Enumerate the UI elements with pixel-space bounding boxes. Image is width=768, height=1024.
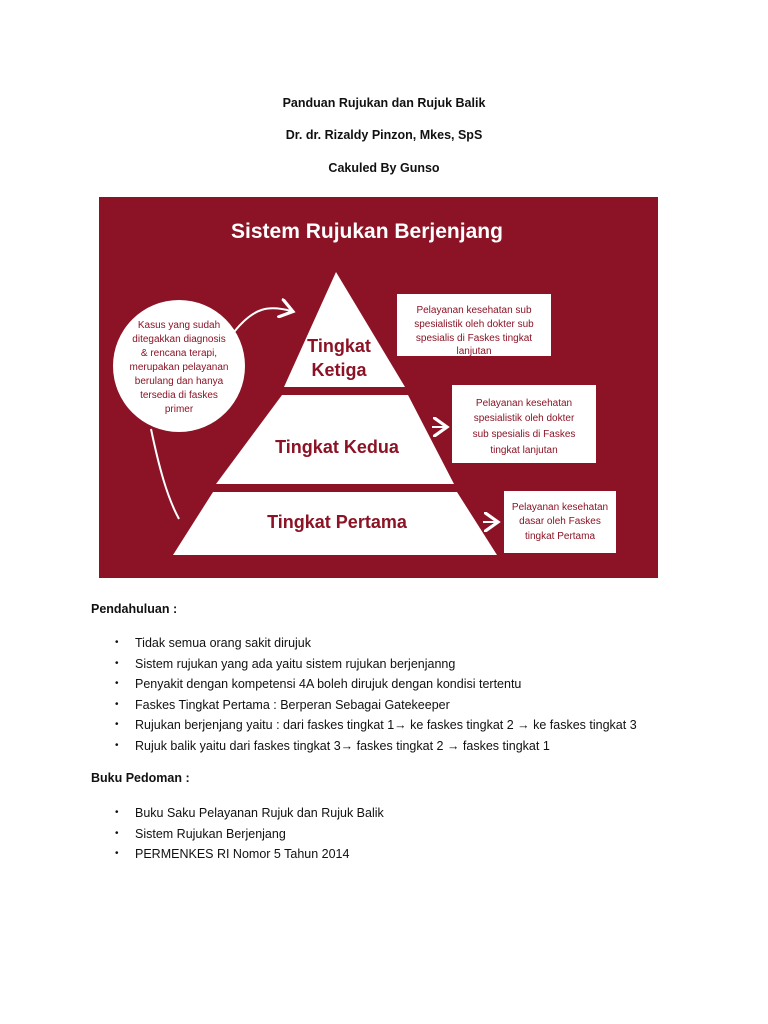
box-first-line: Pelayanan kesehatan: [511, 502, 609, 513]
document-credit: Cakuled By Gunso: [328, 161, 440, 175]
bullet-icon: •: [115, 657, 119, 669]
bullet-icon: •: [115, 848, 119, 860]
circle-text-line: & rencana terapi,: [140, 348, 218, 359]
list-item-text: PERMENKES RI Nomor 5 Tahun 2014: [135, 847, 350, 862]
circle-text-line: primer: [164, 404, 194, 415]
referral-system-figure: [99, 197, 658, 578]
guide-list: [91, 803, 384, 865]
circle-text-line: tersedia di faskes: [140, 390, 218, 401]
list-item-text: Sistem rujukan yang ada yaitu sistem rujukan berjenjanng: [135, 656, 456, 671]
document-title: Panduan Rujukan dan Rujuk Balik: [282, 96, 486, 110]
circle-to-top-arrow: [234, 308, 291, 332]
list-item-text: Rujukan berjenjang yaitu : dari faskes tingkat 1→ ke faskes tingkat 2 → ke faskes tingkat 3: [135, 718, 637, 733]
box-second-line: spesialistik oleh dokter: [473, 413, 575, 424]
list-item-text: Rujuk balik yaitu dari faskes tingkat 3→ faskes tingkat 2 → faskes tingkat 1: [135, 738, 550, 753]
list-item: [91, 844, 384, 865]
bullet-icon: •: [115, 719, 119, 731]
list-item: [91, 695, 637, 716]
list-item: [91, 803, 384, 824]
list-item-text: Buku Saku Pelayanan Rujuk dan Rujuk Balik: [135, 806, 384, 820]
list-item: [91, 674, 637, 695]
box-third-line: lanjutan: [456, 346, 492, 357]
list-item-text: Sistem Rujukan Berjenjang: [135, 826, 286, 841]
tier-third-label-line2: Ketiga: [311, 360, 367, 380]
document-author: Dr. dr. Rizaldy Pinzon, Mkes, SpS: [285, 128, 483, 142]
bullet-icon: •: [115, 827, 119, 839]
box-second-line: tingkat lanjutan: [490, 445, 558, 456]
list-item: [91, 715, 637, 736]
circle-text-line: Kasus yang sudah: [137, 320, 221, 331]
bullet-icon: •: [115, 637, 119, 648]
list-item-text: Tidak semua orang sakit dirujuk: [135, 636, 312, 650]
bullet-icon: •: [115, 739, 119, 751]
list-item: [91, 654, 637, 675]
box-second-line: sub spesialis di Faskes: [472, 429, 576, 440]
circle-to-bottom-curve: [151, 429, 179, 519]
bullet-icon: •: [115, 678, 119, 690]
box-third-line: spesialistik oleh dokter sub: [414, 319, 534, 330]
tier-third-label-line1: Tingkat: [307, 336, 371, 356]
list-item: [91, 633, 637, 654]
tier-first-label: Tingkat Pertama: [267, 512, 407, 532]
box-third-line: Pelayanan kesehatan sub: [416, 305, 532, 316]
list-item: [91, 824, 384, 845]
tier-second-label: Tingkat Kedua: [275, 437, 399, 457]
circle-text-line: ditegakkan diagnosis: [132, 334, 226, 345]
bullet-icon: •: [115, 807, 119, 818]
circle-text-line: berulang dan hanya: [134, 376, 224, 387]
guide-heading: Buku Pedoman :: [91, 771, 190, 785]
box-second-line: Pelayanan kesehatan: [475, 398, 573, 409]
list-item-text: Penyakit dengan kompetensi 4A boleh dirujuk dengan kondisi tertentu: [135, 677, 522, 692]
list-item-text: Faskes Tingkat Pertama : Berperan Sebagai Gatekeeper: [135, 697, 450, 712]
box-first-line: dasar oleh Faskes: [519, 516, 601, 527]
intro-heading: Pendahuluan :: [91, 602, 178, 616]
list-item: [91, 736, 637, 757]
box-third-line: spesialis di Faskes tingkat: [415, 333, 533, 344]
referral-pyramid-diagram: [99, 197, 658, 578]
box-first-line: tingkat Pertama: [524, 531, 596, 542]
figure-title: Sistem Rujukan Berjenjang: [231, 220, 503, 243]
circle-text-line: merupakan pelayanan: [129, 362, 229, 373]
intro-list: [91, 633, 637, 757]
bullet-icon: •: [115, 698, 119, 710]
